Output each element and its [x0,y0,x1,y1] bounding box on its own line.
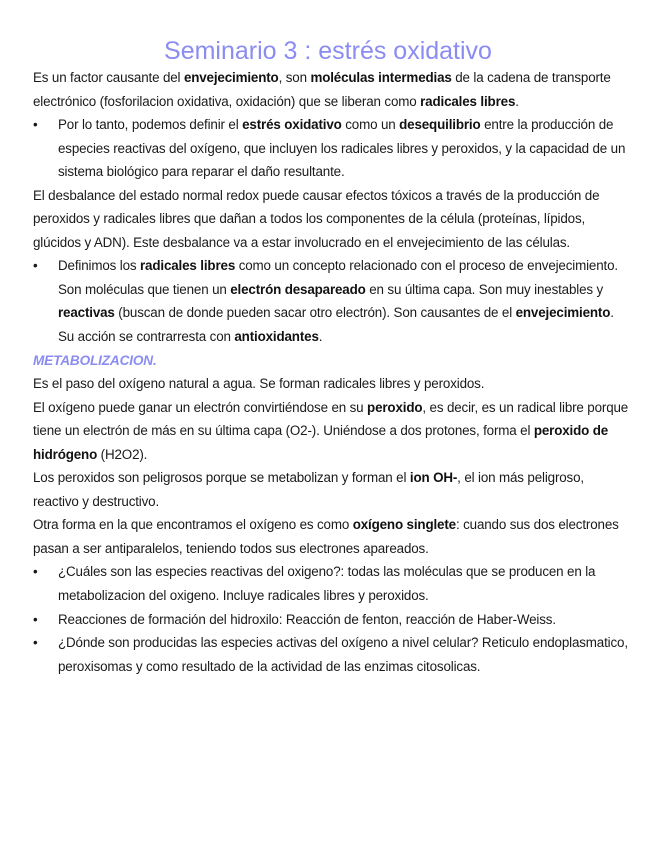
bullet-marker: • [33,611,38,627]
peroxide-paragraph [33,396,629,467]
bold-term: radicales libres [140,258,236,274]
redox-paragraph: El desbalance del estado normal redox puede causar efectos tóxicos a través de la producción de peroxidos y radicales libres que dañan a todos los componentes de la célula (proteínas, lípidos, glúcidos y ADN). Este desbalance va a estar involucrado en el envejecimiento de las células. [33,187,600,250]
text-run: como un [341,117,400,133]
bold-term: moléculas intermedias [310,70,452,85]
bold-term: peroxido [367,399,423,415]
text-run: Es un factor causante del [33,70,184,85]
bold-term: radicales libres [420,93,516,109]
text-run: en su última capa. Son muy inestables y [365,281,604,297]
bullet-item-reactive-species [33,560,629,607]
bold-term: envejecimiento [183,70,279,85]
text-run: (H2O2). [97,446,148,462]
text-run: . [515,93,519,109]
bold-term: estrés oxidativo [242,117,342,133]
bold-term: ion OH- [409,470,458,486]
bullet-item-hydroxyl-reactions [33,608,629,632]
text-run: Definimos los [58,258,140,274]
text-run: de la cadena de transporte electrónico (fosforilacion oxidativa, oxidación) que se liberan como [33,70,611,109]
text-run: entre la producción de especies reactivas del oxígeno, que incluyen los radicales libres y peroxidos, y la capacidad de un sistema biológico para reparar el daño resultante. [58,117,626,180]
bold-term: antioxidantes [234,329,319,345]
bullet-item-free-radicals [33,254,629,348]
bullet-marker: • [33,564,38,580]
bold-term: desequilibrio [399,117,481,133]
bullet-marker: • [33,258,38,274]
text-run: Por lo tanto, podemos definir el [58,117,243,133]
text-run: : cuando sus dos electrones pasan a ser antiparalelos, teniendo todos sus electrones apareados. [33,517,619,556]
bullet-marker: • [33,117,38,133]
text-run: . [318,329,323,345]
text-run: (buscan de donde pueden sacar otro electrón). Son causantes de el [114,305,516,321]
bold-term: peroxido de hidrógeno [33,423,609,462]
text-run: Otra forma en la que encontramos el oxígeno es como [33,517,353,533]
bold-term: envejecimiento [515,305,611,321]
bold-term: reactivas [58,305,115,321]
metabolism-paragraph: Es el paso del oxígeno natural a agua. Se forman radicales libres y peroxidos. [33,376,485,392]
bold-term: electrón desapareado [230,281,366,297]
text-run: ¿Cuáles son las especies reactivas del oxigeno?: todas las moléculas que se producen en la metabolizacion del oxigeno. Incluye radicales libres y peroxidos. [58,564,596,604]
hydroxyl-paragraph [33,466,629,513]
document-body [33,66,629,678]
text-run: , es decir, es un radical libre porque tiene un electrón de más en su última capa (O2-). Uniéndose a dos protones, forma el [33,399,629,439]
intro-paragraph [33,66,629,113]
page-title: Seminario 3 : estrés oxidativo [164,37,492,65]
text-run: El oxígeno puede ganar un electrón convirtiéndose en su [33,399,368,415]
text-run: , el ion más peligroso, reactivo y destructivo. [33,470,584,509]
text-run: , son [278,70,311,85]
text-run: ¿Dónde son producidas las especies activas del oxígeno a nivel celular? Reticulo endoplasmatico, peroxisomas y como resultado de la actividad de las enzimas citosolicas. [58,635,628,674]
text-run: como un concepto relacionado con el proceso de envejecimiento. Son moléculas que tienen un [58,258,618,297]
section-heading-metabolizacion: METABOLIZACION. [33,352,157,368]
text-run: . Su acción se contrarresta con [58,305,614,345]
singlet-oxygen-paragraph [33,513,629,560]
bullet-marker: • [33,635,38,651]
text-run: Los peroxidos son peligrosos porque se metabolizan y forman el [33,470,410,486]
text-run: Reacciones de formación del hidroxilo: Reacción de fenton, reacción de Haber-Weiss. [58,611,556,627]
bold-term: oxígeno singlete [352,517,456,533]
bullet-item-oxidative-stress [33,113,629,184]
bullet-item-cellular-sites [33,631,629,678]
